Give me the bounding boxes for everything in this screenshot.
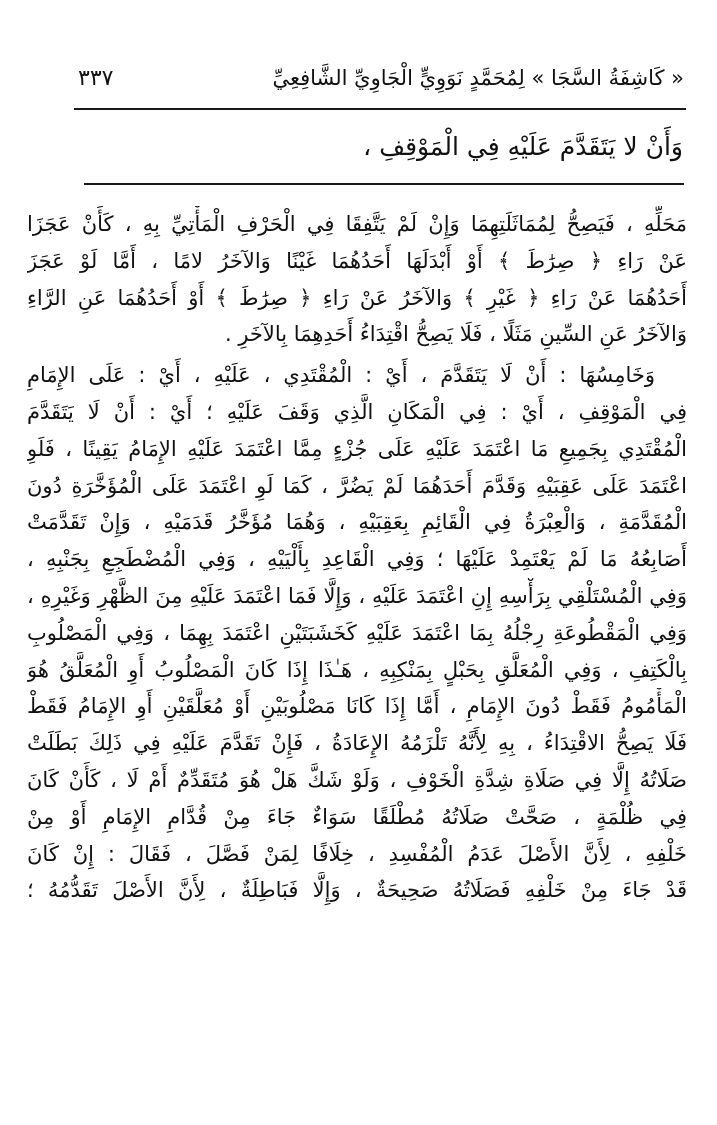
text-line: أَحَدُهُمَا عَنْ رَاءِ ﴿ غَيْرِ ﴾ وَالآخَرُ عَنْ رَاءِ ﴿ صِرَٰطَ ﴾ أَوْ أَحَدُهُمَا عَنِ الرَّاءِ — [27, 285, 687, 310]
text-line: اعْتَمَدَ عَلَى عَقِبَيْهِ وَقَدَّمَ أَحَدَهُمَا لَمْ يَضُرَّ ، كَمَا لَوِ اعْتَمَدَ عَلَى الْمُؤَخَّرَةِ دُونَ — [27, 473, 687, 498]
text-line: بِالْكَتِفِ ، وَفِي الْمُعَلَّقِ بِحَبْلٍ بِمَنْكِبِهِ ، هَـٰذَا إِذَا كَانَ الْمَصْلُوبُ أَوِ الْمُعَلَّقُ هُوَ — [27, 657, 687, 682]
text-line: وَفِي الْمَقْطُوعَةِ رِجْلُهُ بِمَا اعْتَمَدَ عَلَيْهِ كَخَشَبَتَيْنِ اعْتَمَدَ بِهِمَا ، وَفِي الْمَصْلُوبِ — [27, 620, 687, 645]
text-line: فَلَا يَصِحُّ الاقْتِدَاءُ ، بِهِ لِأَنَّهُ تَلْزَمُهُ الإِعَادَةُ ، فَإِنْ تَقَدَّمَ عَلَيْهِ فِي ذَلِكَ بَطَلَتْ — [27, 731, 687, 756]
header-rule — [74, 108, 686, 110]
commentary-body — [27, 206, 687, 909]
text-line: وَخَامِسُهَا : أَنْ لَا يَتَقَدَّمَ ، أَيْ : الْمُقْتَدِي ، عَلَيْهِ ، أَيْ : عَلَى الإِمَامِ — [27, 363, 655, 388]
page-header — [74, 62, 684, 102]
text-line: عَنْ رَاءِ ﴿ صِرَٰطَ ﴾ أَوْ أَبْدَلَهَا أَحَدُهُمَا غَيْنًا وَالآخَرُ لامًا ، أَمَّا لَوْ عَجَزَ — [27, 248, 687, 273]
text-line: الْمُقْتَدِي بِجَمِيعِ مَا اعْتَمَدَ عَلَيْهِ عَلَى جُزْءٍ مِمَّا اعْتَمَدَ عَلَيْهِ الإِمَامُ يَقِينًا ، فَلَوِ — [27, 436, 687, 461]
page-number: ٣٣٧ — [78, 66, 114, 91]
text-line: مَحَلِّهِ ، فَيَصِحُّ لِمُمَاثَلَتِهِمَا وَإِنْ لَمْ يَتَّفِقَا فِي الْحَرْفِ الْمَأْتِيِّ بِهِ ، كَأَنْ عَجَزَا — [27, 212, 687, 236]
matn-separator-rule — [84, 183, 684, 185]
text-line: فِي الْمَوْقِفِ ، أَيْ : فِي الْمَكَانِ الَّذِي وَقَفَ عَلَيْهِ ؛ أَيْ : أَنْ لَا يَتَقَدَّمَ — [27, 399, 687, 424]
text-line: وَفِي الْمُسْتَلْقِي بِرَأْسِهِ إِنِ اعْتَمَدَ عَلَيْهِ ، وَإِلَّا فَمَا اعْتَمَدَ عَلَيْهِ مِنَ الظَّهْرِ وَغَيْرِهِ ، — [27, 583, 687, 608]
text-line: فِي ظُلْمَةٍ ، صَحَّتْ صَلَاتُهُ مُطْلَقًا سَوَاءٌ جَاءَ مِنْ قُدَّامِ الإِمَامِ أَوْ مِنْ — [27, 804, 687, 829]
matn-text: وَأَنْ لا يَتَقَدَّمَ عَلَيْهِ فِي الْمَوْقِفِ ، — [363, 132, 683, 161]
text-line: الْمُقَدَّمَةِ ، وَالْعِبْرَةُ فِي الْقَائِمِ بِعَقِبَيْهِ ، وَهُمَا مُؤَخَّرُ قَدَمَيْهِ ، وَإِنْ تَقَدَّمَتْ — [27, 510, 687, 535]
text-line: صَلَاتُهُ إِلَّا فِي صَلَاةِ شِدَّةِ الْخَوْفِ ، وَلَوْ شَكَّ هَلْ هُوَ مُتَقَدِّمٌ أَمْ لَا ، كَأَنْ كَانَ — [27, 767, 687, 792]
text-line: أَصَابِعُهُ مَا لَمْ يَعْتَمِدْ عَلَيْهَا ؛ وَفِي الْقَاعِدِ بِأَلْيَيْهِ ، وَفِي الْمُضْطَجِعِ بِجَنْبِهِ ، — [27, 547, 687, 572]
text-line: خَلْفِهِ ، لِأَنَّ الأَصْلَ عَدَمُ الْمُفْسِدِ ، خِلَافًا لِمَنْ فَصَّلَ ، فَقَالَ : إِنْ كَانَ — [27, 841, 687, 866]
running-title: « كَاشِفَةُ السَّجَا » لِمُحَمَّدٍ نَوَوِيٍّ الْجَاوِيِّ الشَّافِعِيِّ — [272, 66, 684, 90]
text-line: قَدْ جَاءَ مِنْ خَلْفِهِ فَصَلَاتُهُ صَحِيحَةٌ ، وَإِلَّا فَبَاطِلَةٌ ، لِأَنَّ الأَصْلَ تَقَدُّمُهُ ؛ — [27, 878, 687, 903]
text-line: وَالآخَرُ عَنِ السِّينِ مَثَلًا ، فَلَا يَصِحُّ اقْتِدَاءُ أَحَدِهِمَا بِالآخَرِ . — [224, 322, 687, 347]
text-line: الْمَأْمُومُ فَقَطْ دُونَ الإِمَامِ ، أَمَّا إِذَا كَانَا مَصْلُوبَيْنِ أَوْ مُعَلَّقَيْنِ أَوِ الإِمَامُ فَقَطْ — [27, 694, 687, 719]
